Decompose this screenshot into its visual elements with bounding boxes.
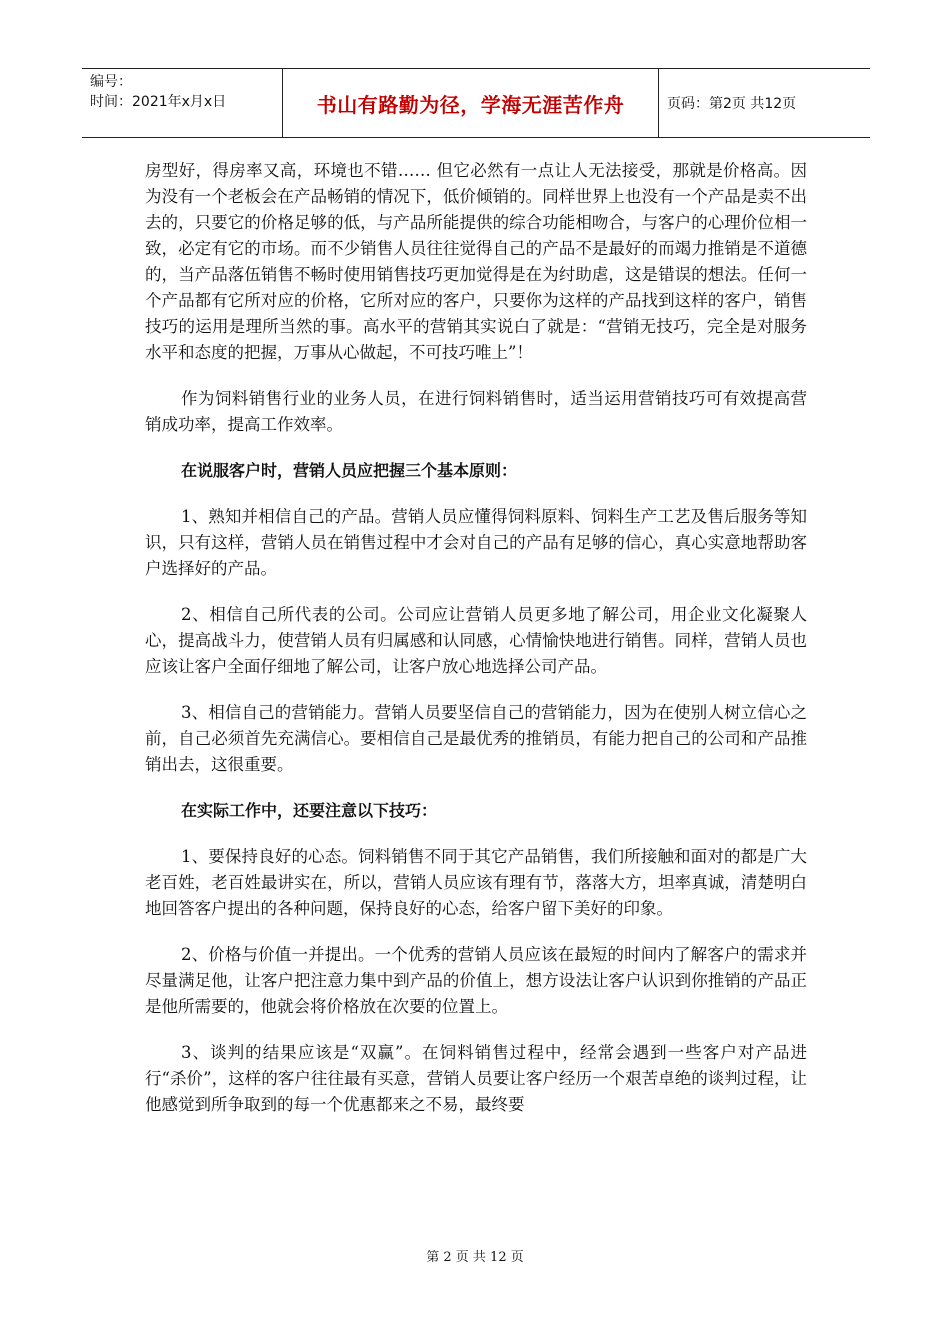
- header-motto: 书山有路勤为径，学海无涯苦作舟: [283, 69, 659, 137]
- section-heading: 在说服客户时，营销人员应把握三个基本原则：: [181, 461, 518, 480]
- paragraph: 2、价格与价值一并提出。一个优秀的营销人员应该在最短的时间内了解客户的需求并尽量满足他，让客户把注意力集中到产品的价值上，想方设法让客户认识到你推销的产品正是他所需要的，他就会将价格放在次要的位置上。: [145, 945, 807, 1016]
- document-time-label: 时间：2021年x月x日: [90, 94, 227, 110]
- paragraph: 1、要保持良好的心态。饲料销售不同于其它产品销售，我们所接触和面对的都是广大老百姓，老百姓最讲实在，所以，营销人员应该有理有节，落落大方，坦率真诚，清楚明白地回答客户提出的各种问题，保持良好的心态，给客户留下美好的印象。: [145, 847, 807, 918]
- paragraph: 3、相信自己的营销能力。营销人员要坚信自己的营销能力，因为在使别人树立信心之前，自己必须首先充满信心。要相信自己是最优秀的推销员，有能力把自己的公司和产品推销出去，这很重要。: [145, 703, 807, 774]
- document-body: [145, 158, 807, 1134]
- header-page-info: 页码：第2页 共12页: [667, 96, 797, 112]
- document-number-label: 编号：: [90, 74, 132, 90]
- header-meta: [82, 69, 283, 137]
- paragraph: 1、熟知并相信自己的产品。营销人员应懂得饲料原料、饲料生产工艺及售后服务等知识，只有这样，营销人员在销售过程中才会对自己的产品有足够的信心，真心实意地帮助客户选择好的产品。: [145, 507, 807, 578]
- page-footer: 第 2 页 共 12 页: [426, 1250, 524, 1265]
- section-heading: 在实际工作中，还要注意以下技巧：: [181, 801, 438, 820]
- paragraph: 房型好，得房率又高，环境也不错…… 但它必然有一点让人无法接受，那就是价格高。因为没有一个老板会在产品畅销的情况下，低价倾销的。同样世界上也没有一个产品是卖不出去的，只要它的价格足够的低，与产品所能提供的综合功能相吻合，与客户的心理价位相一致，必定有它的市场。而不少销售人员往往觉得自己的产品不是最好的而竭力推销是不道德的，当产品落伍销售不畅时使用销售技巧更加觉得是在为纣助虐，这是错误的想法。任何一个产品都有它所对应的价格，它所对应的客户，只要你为这样的产品找到这样的客户，销售技巧的运用是理所当然的事。高水平的营销其实说白了就是：“营销无技巧，完全是对服务水平和态度的把握，万事从心做起，不可技巧唯上”！: [145, 161, 807, 362]
- paragraph: 3、谈判的结果应该是“双赢”。在饲料销售过程中，经常会遇到一些客户对产品进行“杀价”，这样的客户往往最有买意，营销人员要让客户经历一个艰苦卓绝的谈判过程，让他感觉到所争取到的每一个优惠都来之不易，最终要: [145, 1043, 807, 1114]
- paragraph: 2、相信自己所代表的公司。公司应让营销人员更多地了解公司，用企业文化凝聚人心，提高战斗力，使营销人员有归属感和认同感，心情愉快地进行销售。同样，营销人员也应该让客户全面仔细地了解公司，让客户放心地选择公司产品。: [145, 605, 807, 676]
- page-header: [82, 68, 870, 138]
- paragraph: 作为饲料销售行业的业务人员，在进行饲料销售时，适当运用营销技巧可有效提高营销成功率，提高工作效率。: [145, 389, 807, 434]
